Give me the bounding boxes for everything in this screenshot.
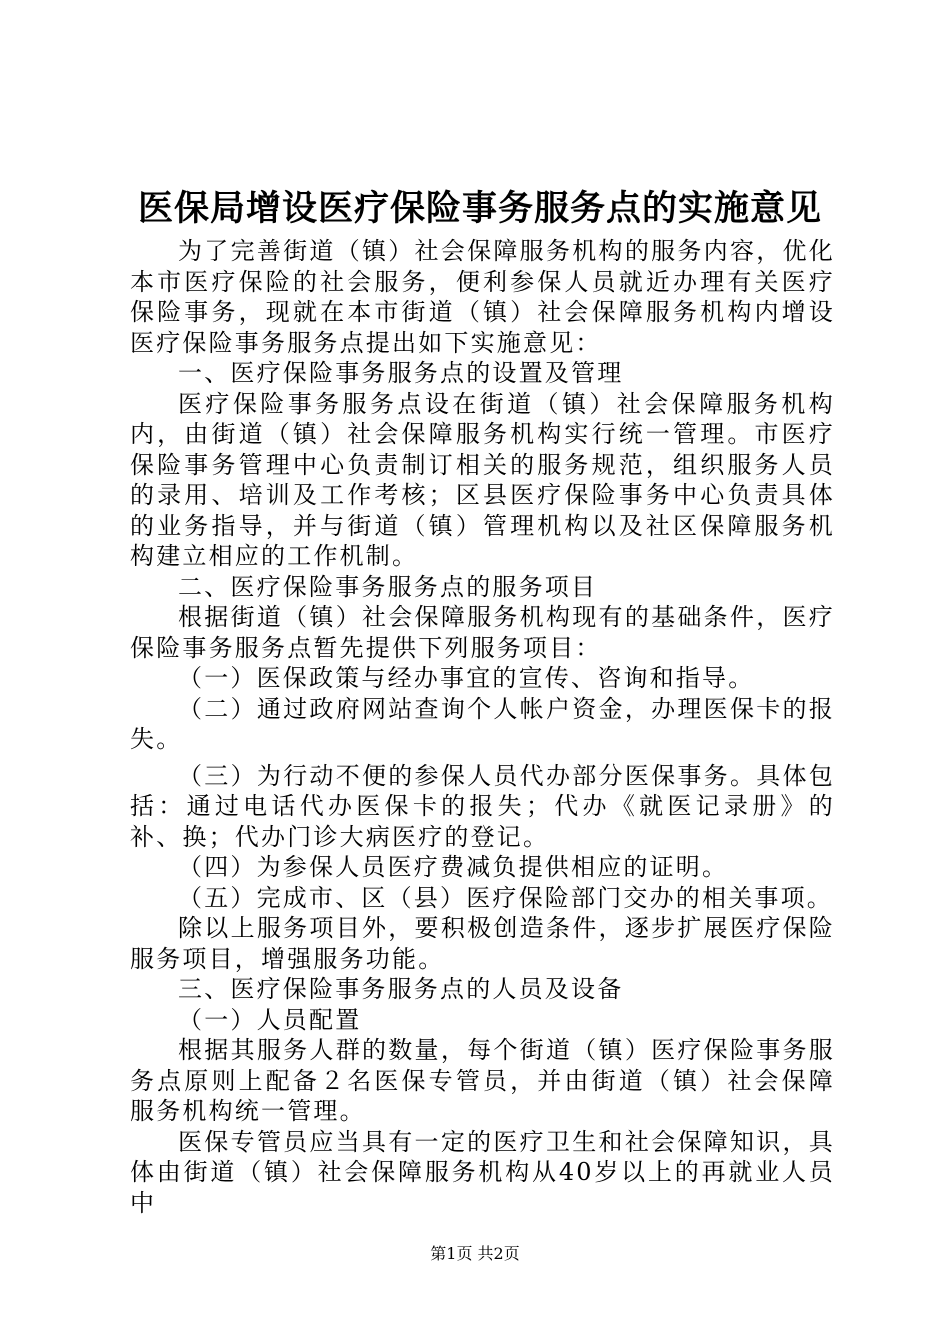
paragraph-intro: 为了完善街道（镇）社会保障服务机构的服务内容，优化本市医疗保险的社会服务，便利参保人员就近办理有关医疗保险事务，现就在本市街道（镇）社会保障服务机构内增设医疗保险事务服务点提出如下实施意见： xyxy=(130,237,835,357)
paragraph: 根据其服务人群的数量，每个街道（镇）医疗保险事务服务点原则上配备２名医保专管员，并由街道（镇）社会保障服务机构统一管理。 xyxy=(130,1036,835,1125)
list-item: （三）为行动不便的参保人员代办部分医保事务。具体包括：通过电话代办医保卡的报失；代办《就医记录册》的补、换；代办门诊大病医疗的登记。 xyxy=(130,761,835,851)
paragraph: 医疗保险事务服务点设在街道（镇）社会保障服务机构内，由街道（镇）社会保障服务机构实行统一管理。市医疗保险事务管理中心负责制订相关的服务规范，组织服务人员的录用、培训及工作考核；区县医疗保险事务中心负责具体的业务指导，并与街道（镇）管理机构以及社区保障服务机构建立相应的工作机制。 xyxy=(130,389,835,570)
section-heading-1: 一、医疗保险事务服务点的设置及管理 xyxy=(178,359,624,387)
document-body xyxy=(130,236,835,1218)
page-footer: 第1页 共2页 xyxy=(430,1244,520,1263)
section-heading-3: 三、医疗保险事务服务点的人员及设备 xyxy=(178,975,624,1003)
list-item: （五）完成市、区（县）医疗保险部门交办的相关事项。 xyxy=(178,883,833,912)
subsection-heading: （一）人员配置 xyxy=(178,1005,362,1034)
document-title: 医保局增设医疗保险事务服务点的实施意见 xyxy=(137,188,822,229)
paragraph: 医保专管员应当具有一定的医疗卫生和社会保障知识，具体由街道（镇）社会保障服务机构从40岁以上的再就业人员中 xyxy=(130,1127,835,1217)
list-item: （二）通过政府网站查询个人帐户资金，办理医保卡的报失。 xyxy=(130,694,835,753)
list-item: （四）为参保人员医疗费减负提供相应的证明。 xyxy=(178,853,729,881)
paragraph: 除以上服务项目外，要积极创造条件，逐步扩展医疗保险服务项目，增强服务功能。 xyxy=(130,914,835,973)
paragraph: 根据街道（镇）社会保障服务机构现有的基础条件，医疗保险事务服务点暂先提供下列服务项目： xyxy=(130,603,835,662)
section-heading-2: 二、医疗保险事务服务点的服务项目 xyxy=(178,572,598,601)
list-item: （一）医保政策与经办事宜的宣传、咨询和指导。 xyxy=(178,664,755,692)
